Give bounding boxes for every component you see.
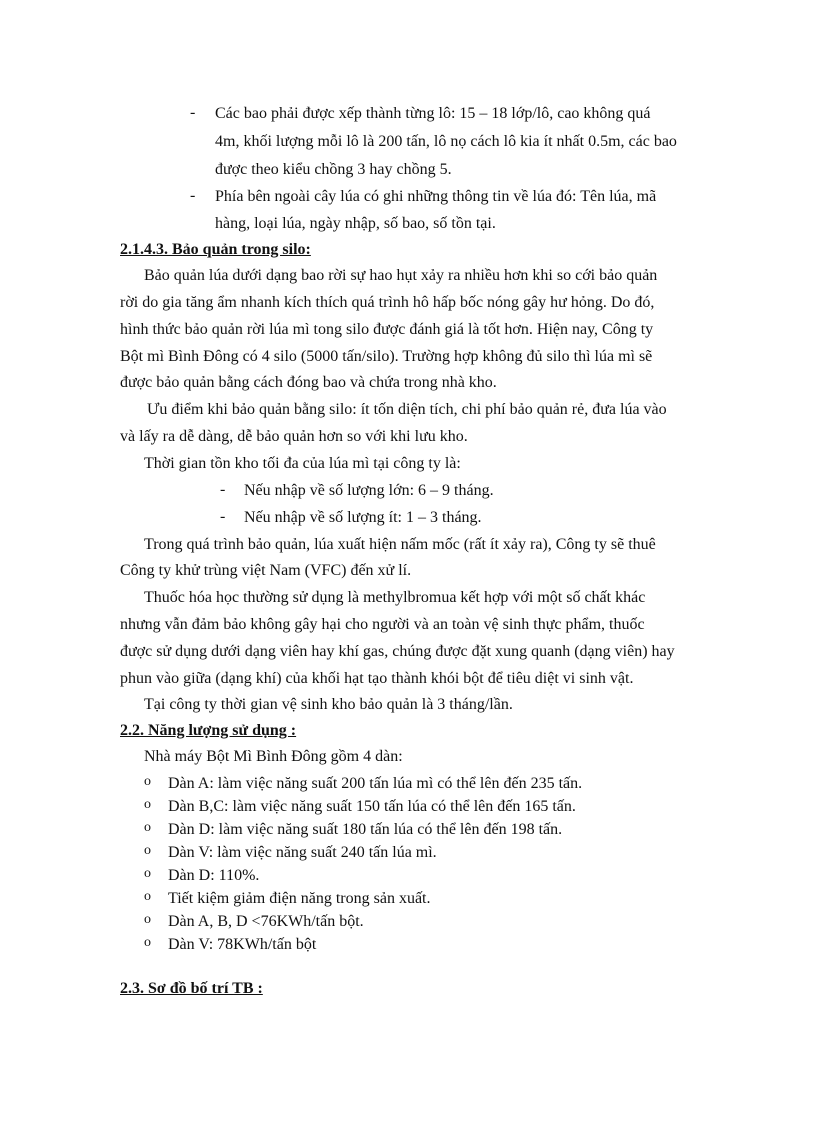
para5-line-1: Thuốc hóa học thường sử dụng là methylbromua kết hợp với một số chất khác bbox=[144, 589, 646, 606]
bullet-dash: - bbox=[220, 508, 226, 525]
para5-line-4: phun vào giữa (dạng khí) của khối hạt tạo thành khói bột để tiêu diệt vi sinh vật. bbox=[120, 670, 634, 687]
bullet-1-line-2: 4m, khối lượng mỗi lô là 200 tấn, lô nọ cách lô kia ít nhất 0.5m, các bao bbox=[215, 133, 677, 150]
energy-item-1: Dàn A: làm việc năng suất 200 tấn lúa mì có thể lên đến 235 tấn. bbox=[168, 775, 583, 792]
bullet-dash: - bbox=[190, 104, 196, 121]
bullet-dash: - bbox=[190, 187, 196, 204]
energy-item-5: Dàn D: 110%. bbox=[168, 867, 260, 884]
para5-line-3: được sử dụng dưới dạng viên hay khí gas, chúng được đặt xung quanh (dạng viên) hay bbox=[120, 643, 675, 660]
section-2143-heading: 2.1.4.3. Bảo quản trong silo: bbox=[120, 241, 311, 258]
para4-line-2: Công ty khử trùng việt Nam (VFC) đến xử lí. bbox=[120, 562, 412, 579]
bullet-2-line-2: hàng, loại lúa, ngày nhập, số bao, số tồn tại. bbox=[215, 215, 496, 232]
para1-line-2: rời do gia tăng ẩm nhanh kích thích quá trình hô hấp bốc nóng gây hư hỏng. Do đó, bbox=[120, 294, 655, 311]
circle-bullet: o bbox=[144, 797, 151, 812]
para4-line-1: Trong quá trình bảo quản, lúa xuất hiện nấm mốc (rất ít xảy ra), Công ty sẽ thuê bbox=[144, 536, 656, 553]
bullet-1-line-1: Các bao phải được xếp thành từng lô: 15 – 18 lớp/lô, cao không quá bbox=[215, 105, 651, 122]
circle-bullet: o bbox=[144, 889, 151, 904]
para3: Thời gian tồn kho tối đa của lúa mì tại công ty là: bbox=[144, 455, 461, 472]
energy-item-8: Dàn V: 78KWh/tấn bột bbox=[168, 936, 317, 953]
energy-item-7: Dàn A, B, D <76KWh/tấn bột. bbox=[168, 913, 364, 930]
para1-line-1: Bảo quản lúa dưới dạng bao rời sự hao hụt xảy ra nhiều hơn khi so cới bảo quản bbox=[144, 267, 658, 284]
bullet-1-line-3: được theo kiểu chồng 3 hay chồng 5. bbox=[215, 161, 452, 178]
circle-bullet: o bbox=[144, 866, 151, 881]
energy-item-6: Tiết kiệm giảm điện năng trong sản xuất. bbox=[168, 890, 431, 907]
energy-item-2: Dàn B,C: làm việc năng suất 150 tấn lúa có thể lên đến 165 tấn. bbox=[168, 798, 576, 815]
energy-item-3: Dàn D: làm việc năng suất 180 tấn lúa có thể lên đến 198 tấn. bbox=[168, 821, 563, 838]
circle-bullet: o bbox=[144, 912, 151, 927]
circle-bullet: o bbox=[144, 820, 151, 835]
energy-item-4: Dàn V: làm việc năng suất 240 tấn lúa mì. bbox=[168, 844, 437, 861]
storage-item-1: Nếu nhập về số lượng lớn: 6 – 9 tháng. bbox=[244, 482, 494, 499]
para1-line-4: Bột mì Bình Đông có 4 silo (5000 tấn/silo). Trường hợp không đủ silo thì lúa mì sẽ bbox=[120, 348, 653, 365]
circle-bullet: o bbox=[144, 935, 151, 950]
para2-line-1: Ưu điểm khi bảo quản bằng silo: ít tốn diện tích, chi phí bảo quản rẻ, đưa lúa vào bbox=[147, 401, 667, 418]
section-22-heading: 2.2. Năng lượng sử dụng : bbox=[120, 722, 297, 739]
bullet-dash: - bbox=[220, 481, 226, 498]
para1-line-5: được bảo quản bằng cách đóng bao và chứa trong nhà kho. bbox=[120, 374, 497, 391]
storage-item-2: Nếu nhập về số lượng ít: 1 – 3 tháng. bbox=[244, 509, 482, 526]
section-22-intro: Nhà máy Bột Mì Bình Đông gồm 4 dàn: bbox=[144, 748, 403, 765]
para2-line-2: và lấy ra dễ dàng, dễ bảo quản hơn so với khi lưu kho. bbox=[120, 428, 468, 445]
para1-line-3: hình thức bảo quản rời lúa mì tong silo được đánh giá là tốt hơn. Hiện nay, Công ty bbox=[120, 321, 654, 338]
circle-bullet: o bbox=[144, 843, 151, 858]
circle-bullet: o bbox=[144, 774, 151, 789]
para5-line-2: nhưng vẫn đảm bảo không gây hại cho người và an toàn vệ sinh thực phẩm, thuốc bbox=[120, 616, 645, 633]
section-23-heading: 2.3. Sơ đồ bố trí TB : bbox=[120, 980, 263, 997]
para6: Tại công ty thời gian vệ sinh kho bảo quản là 3 tháng/lần. bbox=[144, 696, 513, 713]
bullet-2-line-1: Phía bên ngoài cây lúa có ghi những thông tin về lúa đó: Tên lúa, mã bbox=[215, 188, 657, 205]
